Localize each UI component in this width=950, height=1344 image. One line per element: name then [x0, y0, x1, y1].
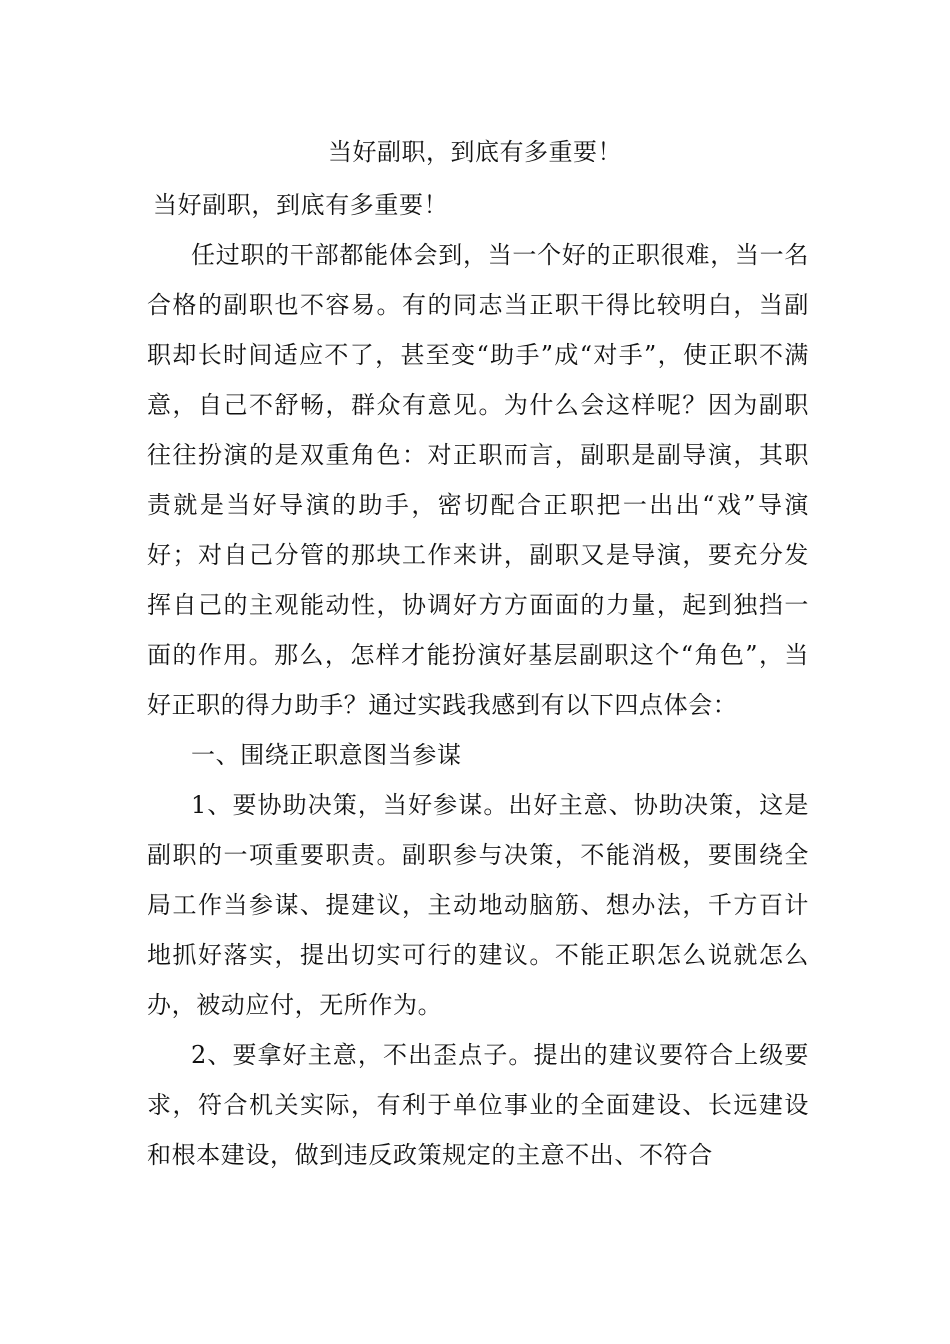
document-title: 当好副职，到底有多重要！ [328, 138, 622, 166]
document-subtitle: 当好副职，到底有多重要！ [153, 191, 449, 219]
section-heading-1: 一、围绕正职意图当参谋 [191, 741, 462, 769]
intro-paragraph: 任过职的干部都能体会到，当一个好的正职很难，当一名合格的副职也不容易。有的同志当正职干得比较明白，当副职却长时间适应不了，甚至变“助手”成“对手”，使正职不满意，自己不舒畅，群众有意见。为什么会这样呢？因为副职往往扮演的是双重角色：对正职而言，副职是副导演，其职责就是当好导演的助手，密切配合正职把一出出“戏”导演好；对自己分管的那块工作来讲，副职又是导演，要充分发挥自己的主观能动性，协调好方方面面的力量，起到独挡一面的作用。那么，怎样才能扮演好基层副职这个“角色”，当好正职的得力助手？通过实践我感到有以下四点体会： [147, 241, 809, 719]
point-paragraph-1: 1、要协助决策，当好参谋。出好主意、协助决策，这是副职的一项重要职责。副职参与决策，不能消极，要围绕全局工作当参谋、提建议，主动地动脑筋、想办法，千方百计地抓好落实，提出切实可行的建议。不能正职怎么说就怎么办，被动应付，无所作为。 [147, 791, 809, 1019]
document-body [147, 180, 809, 1180]
point-paragraph-2: 2、要拿好主意，不出歪点子。提出的建议要符合上级要求，符合机关实际，有利于单位事业的全面建设、长远建设和根本建设，做到违反政策规定的主意不出、不符合 [147, 1041, 809, 1169]
